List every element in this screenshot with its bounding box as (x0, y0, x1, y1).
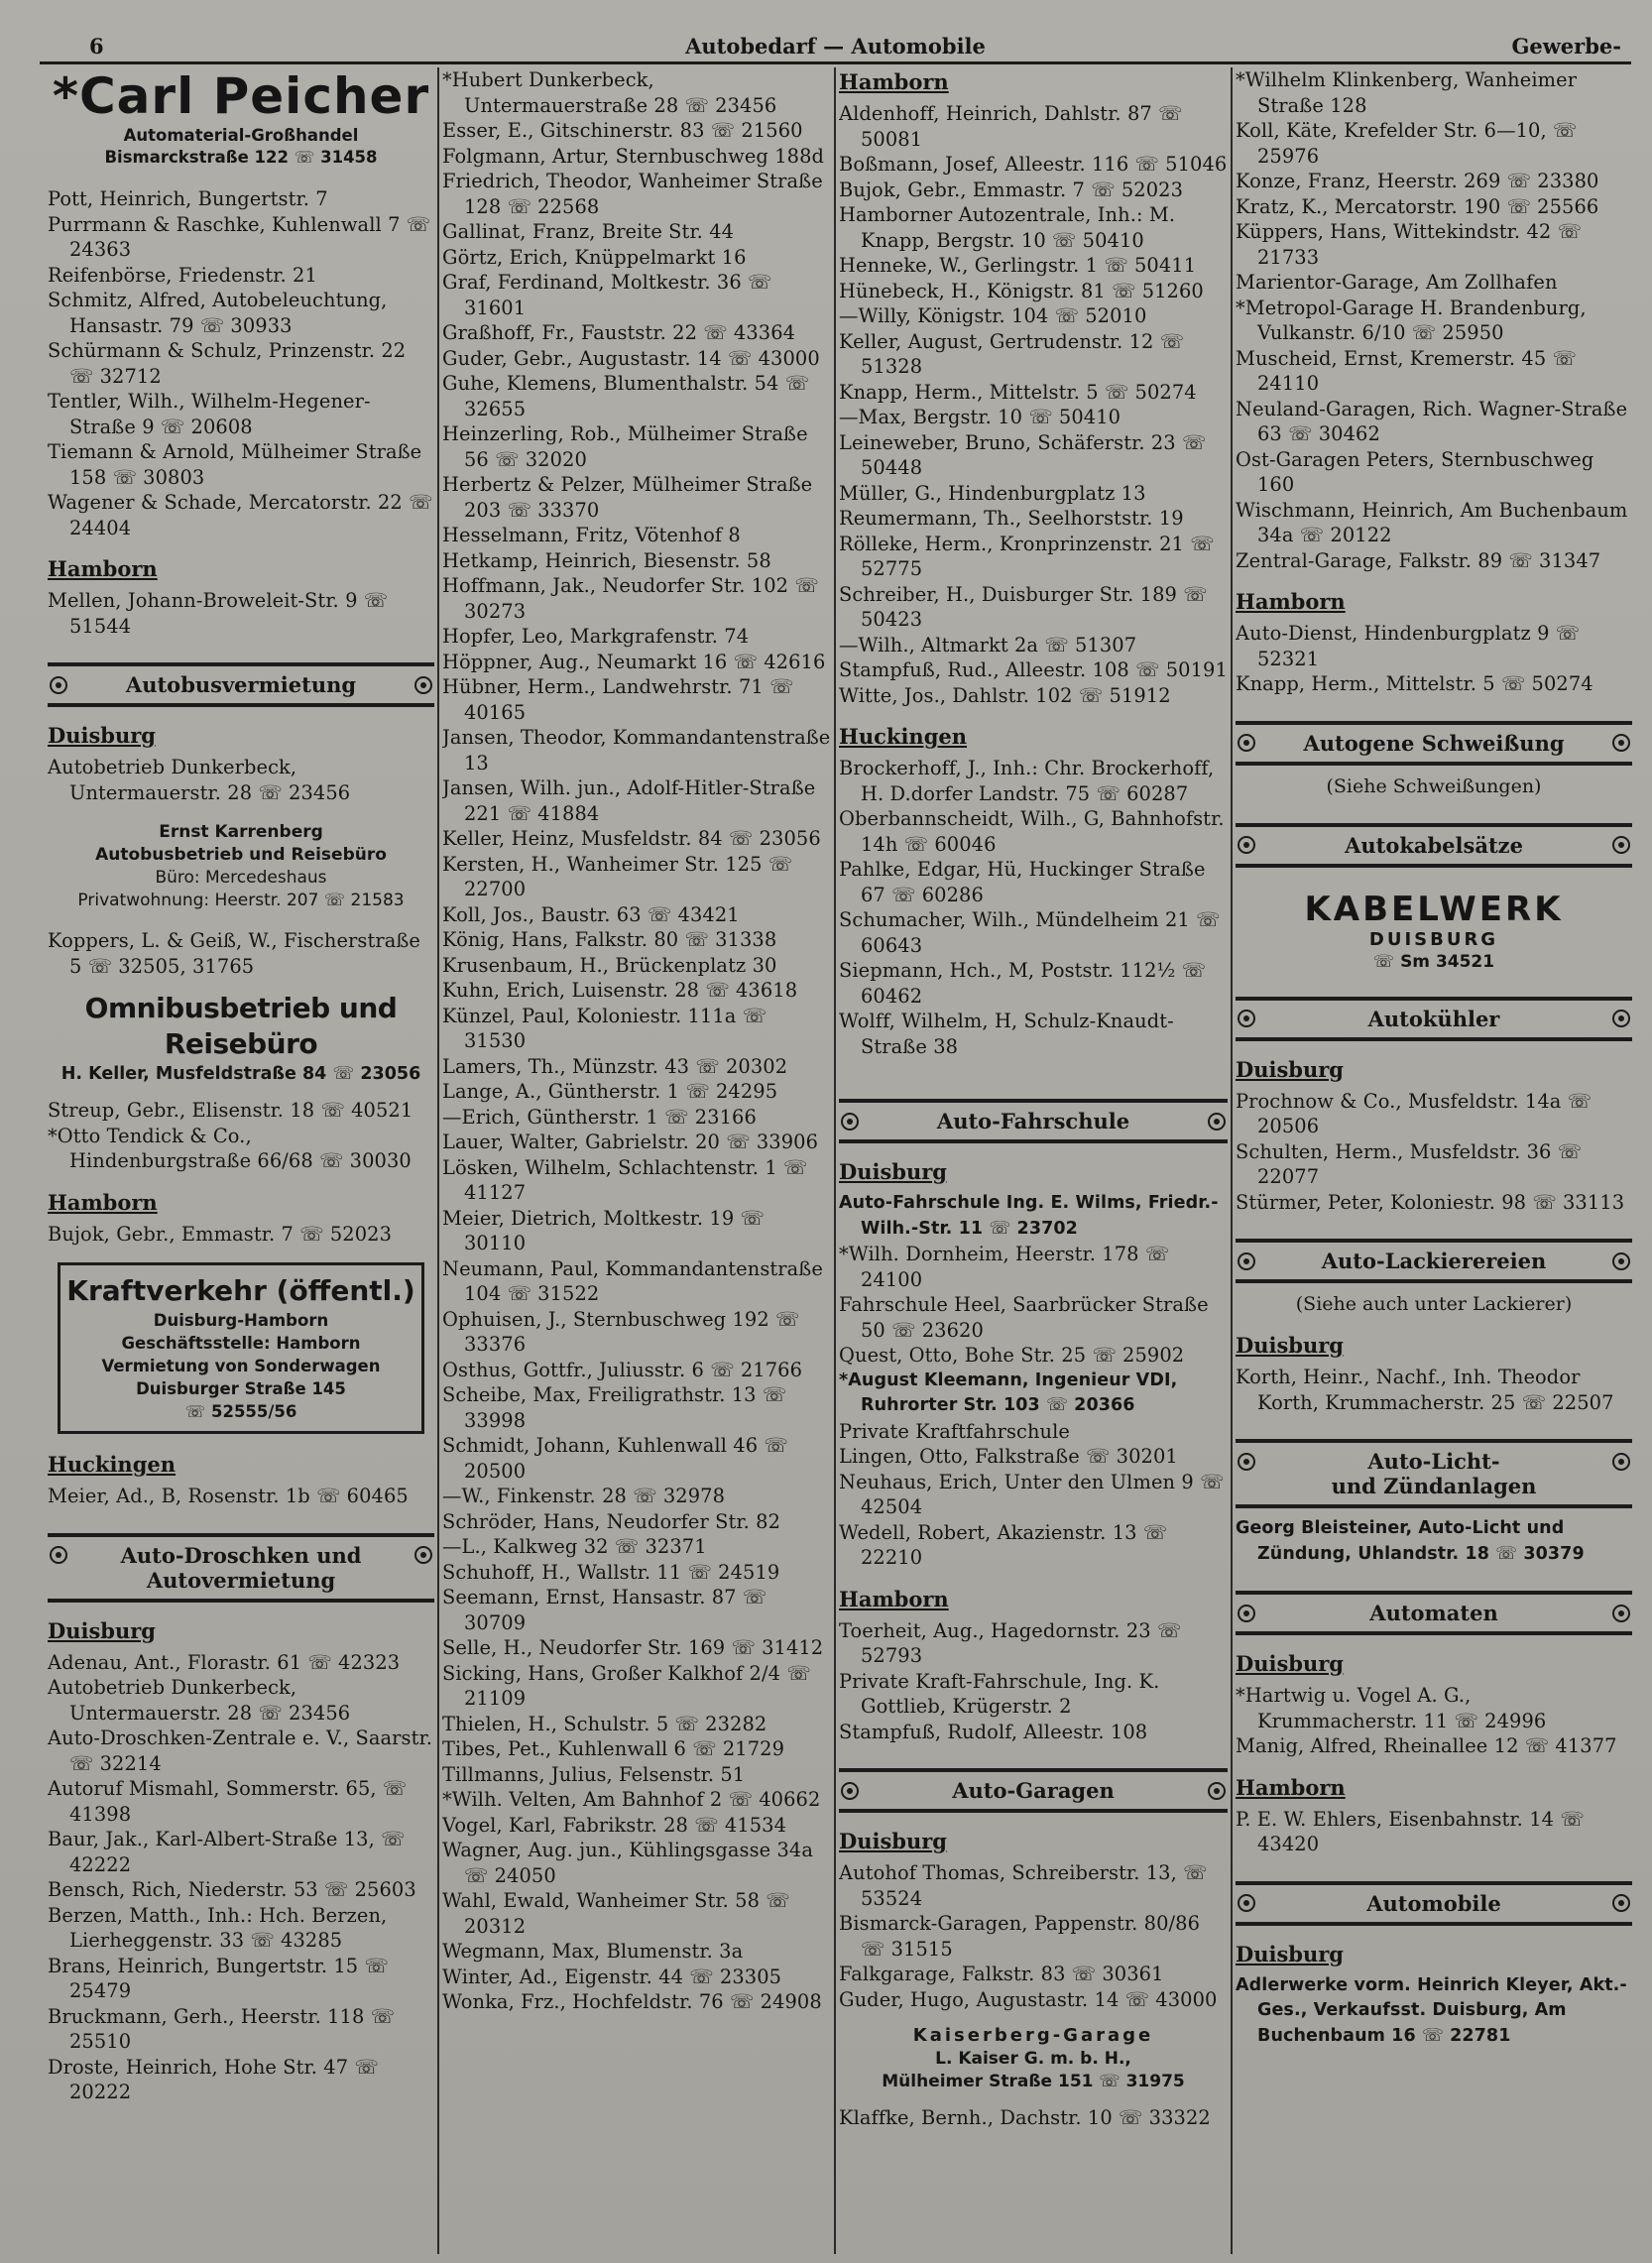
page-number: 6 (89, 34, 104, 59)
ad-line: Büro: Mercedeshaus (155, 868, 327, 888)
list-item: Witte, Jos., Dahlstr. 102 ☏ 51912 (839, 683, 1171, 707)
list-item: Henneke, W., Gerlingstr. 1 ☏ 50411 (839, 254, 1197, 277)
section-heading (1236, 1881, 1632, 1926)
bullet-icon (841, 1782, 859, 1800)
entry-list (839, 101, 1228, 708)
list-item: Seemann, Ernst, Hansastr. 87 ☏ 30709 (442, 1586, 767, 1634)
list-item: Kersten, H., Wanheimer Str. 125 ☏ 22700 (442, 852, 793, 900)
list-item: Toerheit, Aug., Hagedornstr. 23 ☏ 52793 (839, 1618, 1182, 1667)
list-item: Brans, Heinrich, Bungertstr. 15 ☏ 25479 (48, 1954, 389, 2002)
section-title: Autobusvermietung (125, 672, 357, 697)
list-item: Siepmann, Hch., M, Poststr. 112½ ☏ 60462 (839, 959, 1207, 1008)
list-item: Neuhaus, Erich, Unter den Ulmen 9 ☏ 42504 (839, 1470, 1225, 1518)
list-item: *Wilhelm Klinkenberg, Wanheimer Straße 128 (1236, 68, 1578, 117)
list-item: Lösken, Wilhelm, Schlachtenstr. 1 ☏ 41127 (442, 1155, 808, 1204)
ad-line: L. Kaiser G. m. b. H., (935, 2049, 1131, 2069)
column-1 (48, 67, 434, 2254)
list-item: Oberbannscheidt, Wilh., G, Bahnhofstr. 14h ☏ 60046 (839, 807, 1225, 856)
list-item: Herbertz & Pelzer, Mülheimer Straße 203 ☏ 33370 (442, 473, 813, 522)
bullet-icon (1208, 1782, 1226, 1800)
entry-list (1236, 621, 1632, 697)
list-item: Höppner, Aug., Neumarkt 16 ☏ 42616 (442, 650, 826, 673)
list-item: Private Kraft-Fahrschule, Ing. K. Gottlieb, Krügerstr. 2 (839, 1669, 1160, 1718)
list-item: Prochnow & Co., Musfeldstr. 14a ☏ 20506 (1236, 1089, 1593, 1137)
section-title: Autogene Schweißung (1303, 730, 1565, 756)
section-title: Auto-Fahrschule (936, 1109, 1130, 1133)
list-item: Neuland-Garagen, Rich. Wagner-Straße 63 ☏ 30462 (1236, 397, 1628, 445)
entry-list (839, 1618, 1228, 1745)
section-title: Auto-Licht- (1367, 1449, 1500, 1474)
entry-list (839, 1860, 1228, 2012)
section-title: Autovermietung (146, 1567, 336, 1593)
section-heading (48, 662, 434, 707)
bullet-icon (1612, 1252, 1630, 1270)
list-item: Hünebeck, H., Königstr. 81 ☏ 51260 (839, 279, 1204, 302)
ad-line: Mülheimer Straße 151 ☏ 31975 (882, 2072, 1185, 2091)
list-item: Wagener & Schade, Mercatorstr. 22 ☏ 24404 (48, 491, 433, 539)
list-item: Graf, Ferdinand, Moltkestr. 36 ☏ 31601 (442, 271, 772, 319)
ad-line: H. Keller, Musfeldstraße 84 ☏ 23056 (60, 1064, 421, 1084)
list-item: *Hubert Dunkerbeck, Untermauerstraße 28 ☏ 23456 (442, 68, 777, 117)
section-heading (1236, 1591, 1632, 1635)
ad-line: KABELWERK (1304, 889, 1564, 929)
list-item: Friedrich, Theodor, Wanheimer Straße 128 ☏ 22568 (442, 170, 823, 218)
ad-kabelwerk (1236, 890, 1632, 973)
running-head-right: Gewerbe- (1511, 34, 1621, 59)
list-item: Autoruf Mismahl, Sommerstr. 65, ☏ 41398 (48, 1777, 408, 1826)
entry-list (442, 67, 831, 2015)
list-item: Lange, A., Güntherstr. 1 ☏ 24295 (442, 1080, 778, 1103)
entry-list (1236, 1683, 1632, 1759)
list-item: *August Kleemann, Ingenieur VDI, Ruhrorter Str. 103 ☏ 20366 (839, 1370, 1178, 1415)
list-item: Koll, Käte, Krefelder Str. 6—10, ☏ 25976 (1236, 119, 1578, 168)
list-item: Hetkamp, Heinrich, Biesenstr. 58 (442, 548, 771, 572)
list-item: Boßmann, Josef, Alleestr. 116 ☏ 51046 (839, 153, 1228, 176)
list-item: Ophuisen, J., Sternbuschweg 192 ☏ 33376 (442, 1307, 800, 1356)
ad-line: ☏ 52555/56 (184, 1402, 297, 1421)
list-item: *Wilh. Velten, Am Bahnhof 2 ☏ 40662 (442, 1788, 821, 1811)
list-item: Küppers, Hans, Wittekindstr. 42 ☏ 21733 (1236, 220, 1582, 269)
bullet-icon (1238, 734, 1255, 752)
list-item: Müller, G., Hindenburgplatz 13 (839, 481, 1146, 505)
list-item: Jansen, Wilh. jun., Adolf-Hitler-Straße 221 ☏ 41884 (442, 776, 816, 825)
list-item: Knapp, Herm., Mittelstr. 5 ☏ 50274 (1236, 672, 1593, 695)
list-item: Hoffmann, Jak., Neudorfer Str. 102 ☏ 30273 (442, 574, 819, 623)
list-item: Wegmann, Max, Blumenstr. 3a (442, 1940, 744, 1963)
ad-karrenberg (48, 821, 434, 912)
list-item: Tentler, Wilh., Wilhelm-Hegener-Straße 9 ☏ 20608 (48, 390, 371, 438)
list-item: Koppers, L. & Geiß, W., Fischerstraße 5 ☏ 32505, 31765 (48, 929, 420, 978)
section-heading (1236, 1439, 1632, 1508)
list-item: Pahlke, Edgar, Hü, Huckinger Straße 67 ☏ 60286 (839, 858, 1206, 906)
list-item: Zentral-Garage, Falkstr. 89 ☏ 31347 (1236, 548, 1601, 572)
ad-name: *Carl Peicher (52, 67, 430, 125)
ad-line: Autobusbetrieb und Reisebüro (95, 845, 387, 865)
list-item: Wagner, Aug. jun., Kühlingsgasse 34a ☏ 24050 (442, 1839, 813, 1887)
list-item: Korth, Heinr., Nachf., Inh. Theodor Korth, Krummacherstr. 25 ☏ 22507 (1236, 1366, 1614, 1414)
list-item: Esser, E., Gitschinerstr. 83 ☏ 21560 (442, 119, 803, 142)
bullet-icon (841, 1113, 859, 1131)
city-heading: Hamborn (48, 556, 158, 581)
ad-line: Kraftverkehr (öffentl.) (66, 1274, 415, 1307)
cross-reference: (Siehe auch unter Lackierer) (1295, 1293, 1573, 1315)
list-item: Schröder, Hans, Neudorfer Str. 82 (442, 1509, 781, 1533)
ad-line: DUISBURG (1368, 928, 1499, 950)
list-item: Bensch, Rich, Niederstr. 53 ☏ 25603 (48, 1878, 416, 1901)
section-title: Auto-Droschken und (120, 1542, 362, 1568)
list-item: Fahrschule Heel, Saarbrücker Straße 50 ☏ 23620 (839, 1293, 1209, 1342)
list-item: Reumermann, Th., Seelhorststr. 19 (839, 507, 1184, 530)
list-item: *Metropol-Garage H. Brandenburg, Vulkanstr. 6/10 ☏ 25950 (1236, 296, 1587, 344)
section-heading (1236, 721, 1632, 766)
city-heading: Duisburg (1236, 1333, 1344, 1358)
list-item: Guder, Gebr., Augustastr. 14 ☏ 43000 (442, 346, 820, 370)
list-item: Schuhoff, H., Wallstr. 11 ☏ 24519 (442, 1560, 780, 1584)
list-item: Bujok, Gebr., Emmastr. 7 ☏ 52023 (48, 1222, 393, 1246)
list-item: Schreiber, H., Duisburger Str. 189 ☏ 50423 (839, 582, 1208, 631)
list-item: *Hartwig u. Vogel A. G., Krummacherstr. 11 ☏ 24996 (1236, 1684, 1547, 1732)
bullet-icon (1208, 1113, 1226, 1131)
list-item: Autobetrieb Dunkerbeck, Untermauerstr. 28 ☏ 23456 (48, 1676, 351, 1725)
list-item: Streup, Gebr., Elisenstr. 18 ☏ 40521 (48, 1099, 413, 1122)
list-item: Krusenbaum, H., Brückenplatz 30 (442, 953, 777, 977)
list-item: Gallinat, Franz, Breite Str. 44 (442, 220, 735, 243)
section-title: Automaten (1369, 1601, 1498, 1625)
list-item: —Wilh., Altmarkt 2a ☏ 51307 (839, 633, 1137, 656)
list-item: Auto-Dienst, Hindenburgplatz 9 ☏ 52321 (1236, 622, 1581, 670)
list-item: Schmidt, Johann, Kuhlenwall 46 ☏ 20500 (442, 1434, 788, 1483)
list-item: Schumacher, Wilh., Mündelheim 21 ☏ 60643 (839, 908, 1221, 957)
list-item: Lamers, Th., Münzstr. 43 ☏ 20302 (442, 1054, 788, 1078)
city-heading: Huckingen (839, 724, 968, 749)
list-item: Berzen, Matth., Inh.: Hch. Berzen, Lierheggenstr. 33 ☏ 43285 (48, 1903, 388, 1952)
city-heading: Hamborn (839, 69, 949, 94)
bullet-icon (1612, 1010, 1630, 1027)
ad-kraftverkehr (58, 1262, 424, 1434)
list-item: *Wilh. Dornheim, Heerstr. 178 ☏ 24100 (839, 1243, 1170, 1291)
ad-kaiserberg (839, 2024, 1228, 2093)
list-item: Stürmer, Peter, Koloniestr. 98 ☏ 33113 (1236, 1190, 1625, 1214)
list-item: Auto-Fahrschule Ing. E. Wilms, Friedr.-Wilh.-Str. 11 ☏ 23702 (839, 1193, 1219, 1239)
list-item: Vogel, Karl, Fabrikstr. 28 ☏ 41534 (442, 1813, 787, 1837)
list-item: —Erich, Güntherstr. 1 ☏ 23166 (442, 1105, 757, 1129)
ad-line: Bismarckstraße 122 ☏ 31458 (104, 148, 378, 167)
list-item: Knapp, Herm., Mittelstr. 5 ☏ 50274 (839, 380, 1197, 404)
entry-list (839, 756, 1228, 1059)
column-divider (437, 67, 439, 2254)
list-item: Hübner, Herm., Landwehrstr. 71 ☏ 40165 (442, 675, 794, 724)
entry-list (1236, 1089, 1632, 1216)
list-item: Selle, H., Neudorfer Str. 169 ☏ 31412 (442, 1636, 824, 1659)
list-item: Mellen, Johann-Broweleit-Str. 9 ☏ 51544 (48, 589, 389, 638)
section-title: Auto-Lackierereien (1321, 1249, 1547, 1273)
list-item: Klaffke, Bernh., Dachstr. 10 ☏ 33322 (839, 2106, 1211, 2129)
ad-line: Duisburger Straße 145 (136, 1379, 346, 1398)
list-item: Purrmann & Raschke, Kuhlenwall 7 ☏ 24363 (48, 212, 431, 261)
list-item: Muscheid, Ernst, Kremerstr. 45 ☏ 24110 (1236, 346, 1577, 395)
ad-line: Geschäftsstelle: Hamborn (121, 1334, 361, 1353)
list-item: Bismarck-Garagen, Pappenstr. 80/86 ☏ 31515 (839, 1912, 1201, 1961)
bullet-icon (414, 1546, 432, 1564)
list-item: Konze, Franz, Heerstr. 269 ☏ 23380 (1236, 170, 1599, 192)
city-heading: Hamborn (1236, 589, 1346, 614)
list-item: Heinzerling, Rob., Mülheimer Straße 56 ☏ 32020 (442, 422, 808, 471)
list-item: König, Hans, Falkstr. 80 ☏ 31338 (442, 928, 777, 951)
list-item: Osthus, Gottfr., Juliusstr. 6 ☏ 21766 (442, 1358, 803, 1381)
list-item: P. E. W. Ehlers, Eisenbahnstr. 14 ☏ 43420 (1236, 1807, 1585, 1855)
city-heading: Hamborn (1236, 1774, 1346, 1800)
cross-reference: (Siehe Schweißungen) (1326, 774, 1542, 797)
list-item: Schulten, Herm., Musfeldstr. 36 ☏ 22077 (1236, 1139, 1583, 1188)
list-item: Kratz, K., Mercatorstr. 190 ☏ 25566 (1236, 194, 1599, 218)
list-item: Private Kraftfahrschule (839, 1419, 1071, 1443)
city-heading: Duisburg (1236, 1941, 1344, 1966)
section-title: und Zündanlagen (1331, 1474, 1537, 1498)
list-item: Hopfer, Leo, Markgrafenstr. 74 (442, 625, 750, 648)
list-item: Künzel, Paul, Koloniestr. 111a ☏ 31530 (442, 1004, 767, 1052)
list-item: Meier, Dietrich, Moltkestr. 19 ☏ 30110 (442, 1206, 765, 1254)
section-heading (1236, 997, 1632, 1041)
list-item: Guder, Hugo, Augustastr. 14 ☏ 43000 (839, 1987, 1218, 2011)
list-item: Graßhoff, Fr., Fauststr. 22 ☏ 43364 (442, 321, 796, 344)
list-item: Neumann, Paul, Kommandantenstraße 104 ☏ 31522 (442, 1256, 823, 1305)
list-item: Lingen, Otto, Falkstraße ☏ 30201 (839, 1445, 1178, 1468)
list-item: —Max, Bergstr. 10 ☏ 50410 (839, 406, 1121, 428)
list-item: Kuhn, Erich, Luisenstr. 28 ☏ 43618 (442, 979, 798, 1002)
list-item: Manig, Alfred, Rheinallee 12 ☏ 41377 (1236, 1734, 1617, 1757)
ad-carl-peicher (48, 67, 434, 169)
bullet-icon (1238, 836, 1255, 854)
ad-line: Omnibusbetrieb und Reisebüro (84, 992, 398, 1060)
city-heading: Duisburg (839, 1159, 947, 1184)
list-item: Guhe, Klemens, Blumenthalstr. 54 ☏ 32655 (442, 372, 810, 420)
ad-line: Privatwohnung: Heerstr. 207 ☏ 21583 (77, 891, 405, 910)
ad-omnibus (48, 991, 434, 1086)
list-item: Wolff, Wilhelm, H, Schulz-Knaudt-Straße 38 (839, 1010, 1174, 1058)
section-title: Auto-Garagen (952, 1778, 1115, 1803)
list-item: Brockerhoff, J., Inh.: Chr. Brockerhoff, H. D.dorfer Landstr. 75 ☏ 60287 (839, 757, 1215, 805)
section-heading (839, 1099, 1228, 1143)
list-item: Sicking, Hans, Großer Kalkhof 2/4 ☏ 21109 (442, 1661, 811, 1710)
city-heading: Huckingen (48, 1452, 177, 1477)
column-4 (1236, 67, 1632, 2254)
list-item: Leineweber, Bruno, Schäferstr. 23 ☏ 50448 (839, 430, 1207, 479)
list-item: Rölleke, Herm., Kronprinzenstr. 21 ☏ 52775 (839, 532, 1215, 580)
section-title: Autokühler (1367, 1006, 1500, 1031)
section-heading (1236, 1239, 1632, 1283)
entry-list (1236, 67, 1632, 573)
list-item: Bruckmann, Gerh., Heerstr. 118 ☏ 25510 (48, 2004, 396, 2053)
list-item: Autobetrieb Dunkerbeck, Untermauerstr. 28 ☏ 23456 (48, 756, 351, 804)
list-item: Hesselmann, Fritz, Vötenhof 8 (442, 524, 741, 546)
bullet-icon (1238, 1252, 1255, 1270)
city-heading: Duisburg (48, 723, 156, 748)
page-header (40, 28, 1631, 64)
bullet-icon (1238, 1894, 1255, 1912)
list-item: Schürmann & Schulz, Prinzenstr. 22 ☏ 32712 (48, 339, 407, 388)
list-item: Aldenhoff, Heinrich, Dahlstr. 87 ☏ 50081 (839, 102, 1183, 151)
bullet-icon (1612, 734, 1630, 752)
ad-line: Ernst Karrenberg (159, 822, 323, 842)
entry-list (839, 1242, 1228, 1369)
bullet-icon (1612, 1453, 1630, 1471)
list-item: Tibes, Pet., Kuhlenwall 6 ☏ 21729 (442, 1737, 785, 1760)
section-heading (839, 1768, 1228, 1813)
bullet-icon (50, 1546, 67, 1564)
list-item: Auto-Droschken-Zentrale e. V., Saarstr. ☏ 32214 (48, 1727, 432, 1775)
column-divider (1231, 67, 1233, 2254)
city-heading: Hamborn (48, 1189, 158, 1215)
city-heading: Duisburg (839, 1829, 947, 1853)
list-item: Stampfuß, Rud., Alleestr. 108 ☏ 50191 (839, 658, 1228, 681)
bullet-icon (1612, 1605, 1630, 1622)
section-title: Automobile (1366, 1890, 1501, 1916)
list-item: Hamborner Autozentrale, Inh.: M. Knapp, Bergstr. 10 ☏ 50410 (839, 203, 1176, 252)
list-item: Reifenbörse, Friedenstr. 21 (48, 263, 317, 287)
list-item: Folgmann, Artur, Sternbuschweg 188d (442, 144, 825, 168)
column-divider (834, 67, 836, 2254)
list-item: Lauer, Walter, Gabrielstr. 20 ☏ 33906 (442, 1131, 819, 1153)
list-item: Görtz, Erich, Knüppelmarkt 16 (442, 245, 747, 269)
list-item: Meier, Ad., B, Rosenstr. 1b ☏ 60465 (48, 1485, 409, 1507)
list-item: Wonka, Frz., Hochfeldstr. 76 ☏ 24908 (442, 1990, 822, 2013)
bullet-icon (1612, 836, 1630, 854)
ad-line: Kaiserberg-Garage (912, 2025, 1154, 2046)
list-item: Falkgarage, Falkstr. 83 ☏ 30361 (839, 1963, 1164, 1985)
list-item: *Otto Tendick & Co., Hindenburgstraße 66/68 ☏ 30030 (48, 1124, 412, 1172)
column-2 (442, 67, 831, 2254)
list-item: Droste, Heinrich, Hohe Str. 47 ☏ 20222 (48, 2055, 379, 2103)
list-item: Schmitz, Alfred, Autobeleuchtung, Hansastr. 79 ☏ 30933 (48, 289, 388, 337)
ad-line: Automaterial-Großhandel (123, 126, 359, 145)
list-item: Wahl, Ewald, Wanheimer Str. 58 ☏ 20312 (442, 1889, 790, 1938)
bullet-icon (50, 676, 67, 694)
list-item: Wedell, Robert, Akazienstr. 13 ☏ 22210 (839, 1520, 1168, 1569)
list-item: Keller, August, Gertrudenstr. 12 ☏ 51328 (839, 329, 1185, 378)
bullet-icon (1612, 1894, 1630, 1912)
list-item: Bujok, Gebr., Emmastr. 7 ☏ 52023 (839, 178, 1184, 201)
bullet-icon (1238, 1453, 1255, 1471)
section-heading (48, 1533, 434, 1603)
list-item: Georg Bleisteiner, Auto-Licht und Zündung, Uhlandstr. 18 ☏ 30379 (1236, 1518, 1585, 1564)
city-heading: Duisburg (1236, 1651, 1344, 1676)
city-heading: Hamborn (839, 1586, 949, 1611)
page-title: Autobedarf — Automobile (685, 34, 986, 59)
list-item: Thielen, H., Schulstr. 5 ☏ 23282 (442, 1712, 767, 1735)
ad-line: ☏ Sm 34521 (1372, 951, 1495, 972)
list-item: Koll, Jos., Baustr. 63 ☏ 43421 (442, 902, 740, 926)
city-heading: Duisburg (48, 1617, 156, 1643)
list-item: Marientor-Garage, Am Zollhafen (1236, 271, 1558, 294)
list-item: Tillmanns, Julius, Felsenstr. 51 (442, 1762, 746, 1786)
list-item: Tiemann & Arnold, Mülheimer Straße 158 ☏ 30803 (48, 440, 422, 489)
list-item: Quest, Otto, Bohe Str. 25 ☏ 25902 (839, 1344, 1185, 1367)
list-item: —Willy, Königstr. 104 ☏ 52010 (839, 304, 1147, 327)
list-item: Pott, Heinrich, Bungertstr. 7 (48, 187, 328, 210)
list-item: Baur, Jak., Karl-Albert-Straße 13, ☏ 42222 (48, 1828, 406, 1876)
list-item: Stampfuß, Rudolf, Alleestr. 108 (839, 1720, 1148, 1743)
ad-line: Duisburg-Hamborn (153, 1311, 329, 1330)
entry-list (48, 186, 434, 540)
section-title: Autokabelsätze (1345, 832, 1523, 858)
list-item: Wischmann, Heinrich, Am Buchenbaum 34a ☏ 20122 (1236, 498, 1628, 546)
entry-list (839, 1419, 1228, 1571)
city-heading: Duisburg (1236, 1056, 1344, 1082)
list-item: —W., Finkenstr. 28 ☏ 32978 (442, 1485, 726, 1507)
bullet-icon (1238, 1605, 1255, 1622)
list-item: Adenau, Ant., Florastr. 61 ☏ 42323 (48, 1650, 401, 1674)
section-heading (1236, 823, 1632, 868)
column-3 (839, 67, 1228, 2254)
list-item: Ost-Garagen Peters, Sternbuschweg 160 (1236, 447, 1594, 496)
list-item: —L., Kalkweg 32 ☏ 32371 (442, 1535, 707, 1558)
bullet-icon (1238, 1010, 1255, 1027)
list-item: Keller, Heinz, Musfeldstr. 84 ☏ 23056 (442, 827, 821, 850)
list-item: Winter, Ad., Eigenstr. 44 ☏ 23305 (442, 1965, 782, 1988)
bullet-icon (414, 676, 432, 694)
list-item: Scheibe, Max, Freiligrathstr. 13 ☏ 33998 (442, 1383, 787, 1432)
list-item: Autohof Thomas, Schreiberstr. 13, ☏ 53524 (839, 1861, 1208, 1910)
list-item: Jansen, Theodor, Kommandantenstraße 13 (442, 726, 831, 774)
list-item: Adlerwerke vorm. Heinrich Kleyer, Akt.-Ges., Verkaufsst. Duisburg, Am Buchenbaum 16 ☏ 22781 (1236, 1974, 1627, 2046)
ad-line: Vermietung von Sonderwagen (101, 1357, 381, 1375)
